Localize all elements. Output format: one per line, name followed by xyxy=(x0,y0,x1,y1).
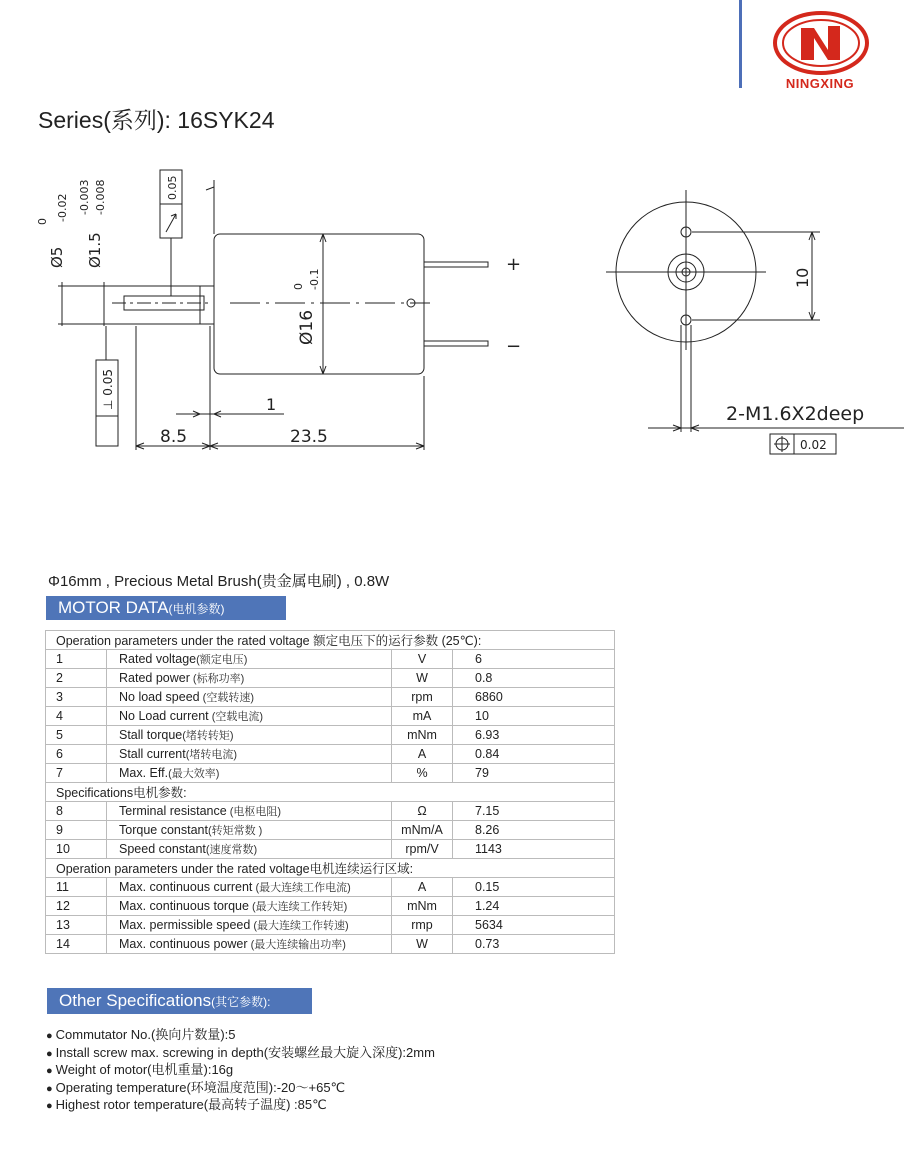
series-title: Series(系列): 16SYK24 xyxy=(38,107,275,133)
list-item: ● Highest rotor temperature(最高转子温度) :85℃ xyxy=(46,1096,435,1114)
table-row: 13 Max. permissible speed (最大连续工作转速) rmp 5634 xyxy=(46,916,615,935)
tol-0-02: 0.02 xyxy=(800,438,827,452)
minus-terminal-label: − xyxy=(506,336,522,357)
dim-8-5: 8.5 xyxy=(160,427,188,447)
shaft-dia-label: Ø1.5 xyxy=(86,232,104,268)
table-row: 8 Terminal resistance (电枢电阻) Ω 7.15 xyxy=(46,802,615,821)
table-row: 3 No load speed (空载转速) rpm 6860 xyxy=(46,688,615,707)
boss-tol-upper: 0 xyxy=(36,218,49,225)
body-dia-label: Ø16 xyxy=(297,309,317,345)
shaft-tol-lower: -0.008 xyxy=(94,179,107,215)
table-row: 9 Torque constant(转矩常数 ) mNm/A 8.26 xyxy=(46,821,615,840)
list-item: ● Operating temperature(环境温度范围):-20～+65℃ xyxy=(46,1079,435,1097)
dim-23-5: 23.5 xyxy=(290,427,328,447)
table-row: 4 No Load current (空载电流) mA 10 xyxy=(46,707,615,726)
table-row: 10 Speed constant(速度常数) rpm/V 1143 xyxy=(46,840,615,859)
runout-arrow-icon xyxy=(166,214,176,232)
motor-data-table xyxy=(45,630,615,954)
table-row: 7 Max. Eff.(最大效率) % 79 xyxy=(46,764,615,783)
motor-data-heading: MOTOR DATA(电机参数) xyxy=(46,596,286,620)
group-header-row: Specifications电机参数: xyxy=(46,783,615,802)
plus-terminal-label: + xyxy=(506,254,522,275)
header-accent-line xyxy=(739,0,742,88)
brand-name: NINGXING xyxy=(785,76,855,91)
dim-10: 10 xyxy=(793,267,812,288)
table-row: 14 Max. continuous power (最大连续输出功率) W 0.73 xyxy=(46,935,615,954)
tol-side-text: ⊥ 0.05 xyxy=(101,369,115,410)
shaft-tol-upper: -0.003 xyxy=(78,179,91,215)
boss-dia-label: Ø5 xyxy=(48,246,66,268)
boss-tol-lower: -0.02 xyxy=(56,193,69,222)
body-tol-lower: -0.1 xyxy=(308,268,321,290)
table-row: 1 Rated voltage(额定电压) V 6 xyxy=(46,650,615,669)
table-row: 5 Stall torque(堵转转矩) mNm 6.93 xyxy=(46,726,615,745)
group-header-row: Operation parameters under the rated voltage电机连续运行区域: xyxy=(46,859,615,878)
list-item: ● Commutator No.(换向片数量):5 xyxy=(46,1026,435,1044)
spec-summary: Φ16mm , Precious Metal Brush(贵金属电刷) , 0.8W xyxy=(48,573,390,590)
other-specs-list xyxy=(46,1026,435,1114)
motor-dimension-drawing xyxy=(0,150,920,480)
table-row: 12 Max. continuous torque (最大连续工作转矩) mNm 1.24 xyxy=(46,897,615,916)
list-item: ● Weight of motor(电机重量):16g xyxy=(46,1061,435,1079)
group-header-row: Operation parameters under the rated voltage 额定电压下的运行参数 (25℃): xyxy=(46,631,615,650)
dim-1: 1 xyxy=(266,395,277,414)
body-tol-upper: 0 xyxy=(292,283,305,290)
screw-note: 2-M1.6X2deep xyxy=(726,403,865,425)
list-item: ● Install screw max. screwing in depth(安装螺丝最大旋入深度):2mm xyxy=(46,1044,435,1062)
table-row: 6 Stall current(堵转电流) A 0.84 xyxy=(46,745,615,764)
other-specs-heading: Other Specifications(其它参数): xyxy=(47,988,312,1014)
table-row: 2 Rated power (标称功率) W 0.8 xyxy=(46,669,615,688)
tol-top-text: 0.05 xyxy=(166,175,179,200)
table-row: 11 Max. continuous current (最大连续工作电流) A 0.15 xyxy=(46,878,615,897)
